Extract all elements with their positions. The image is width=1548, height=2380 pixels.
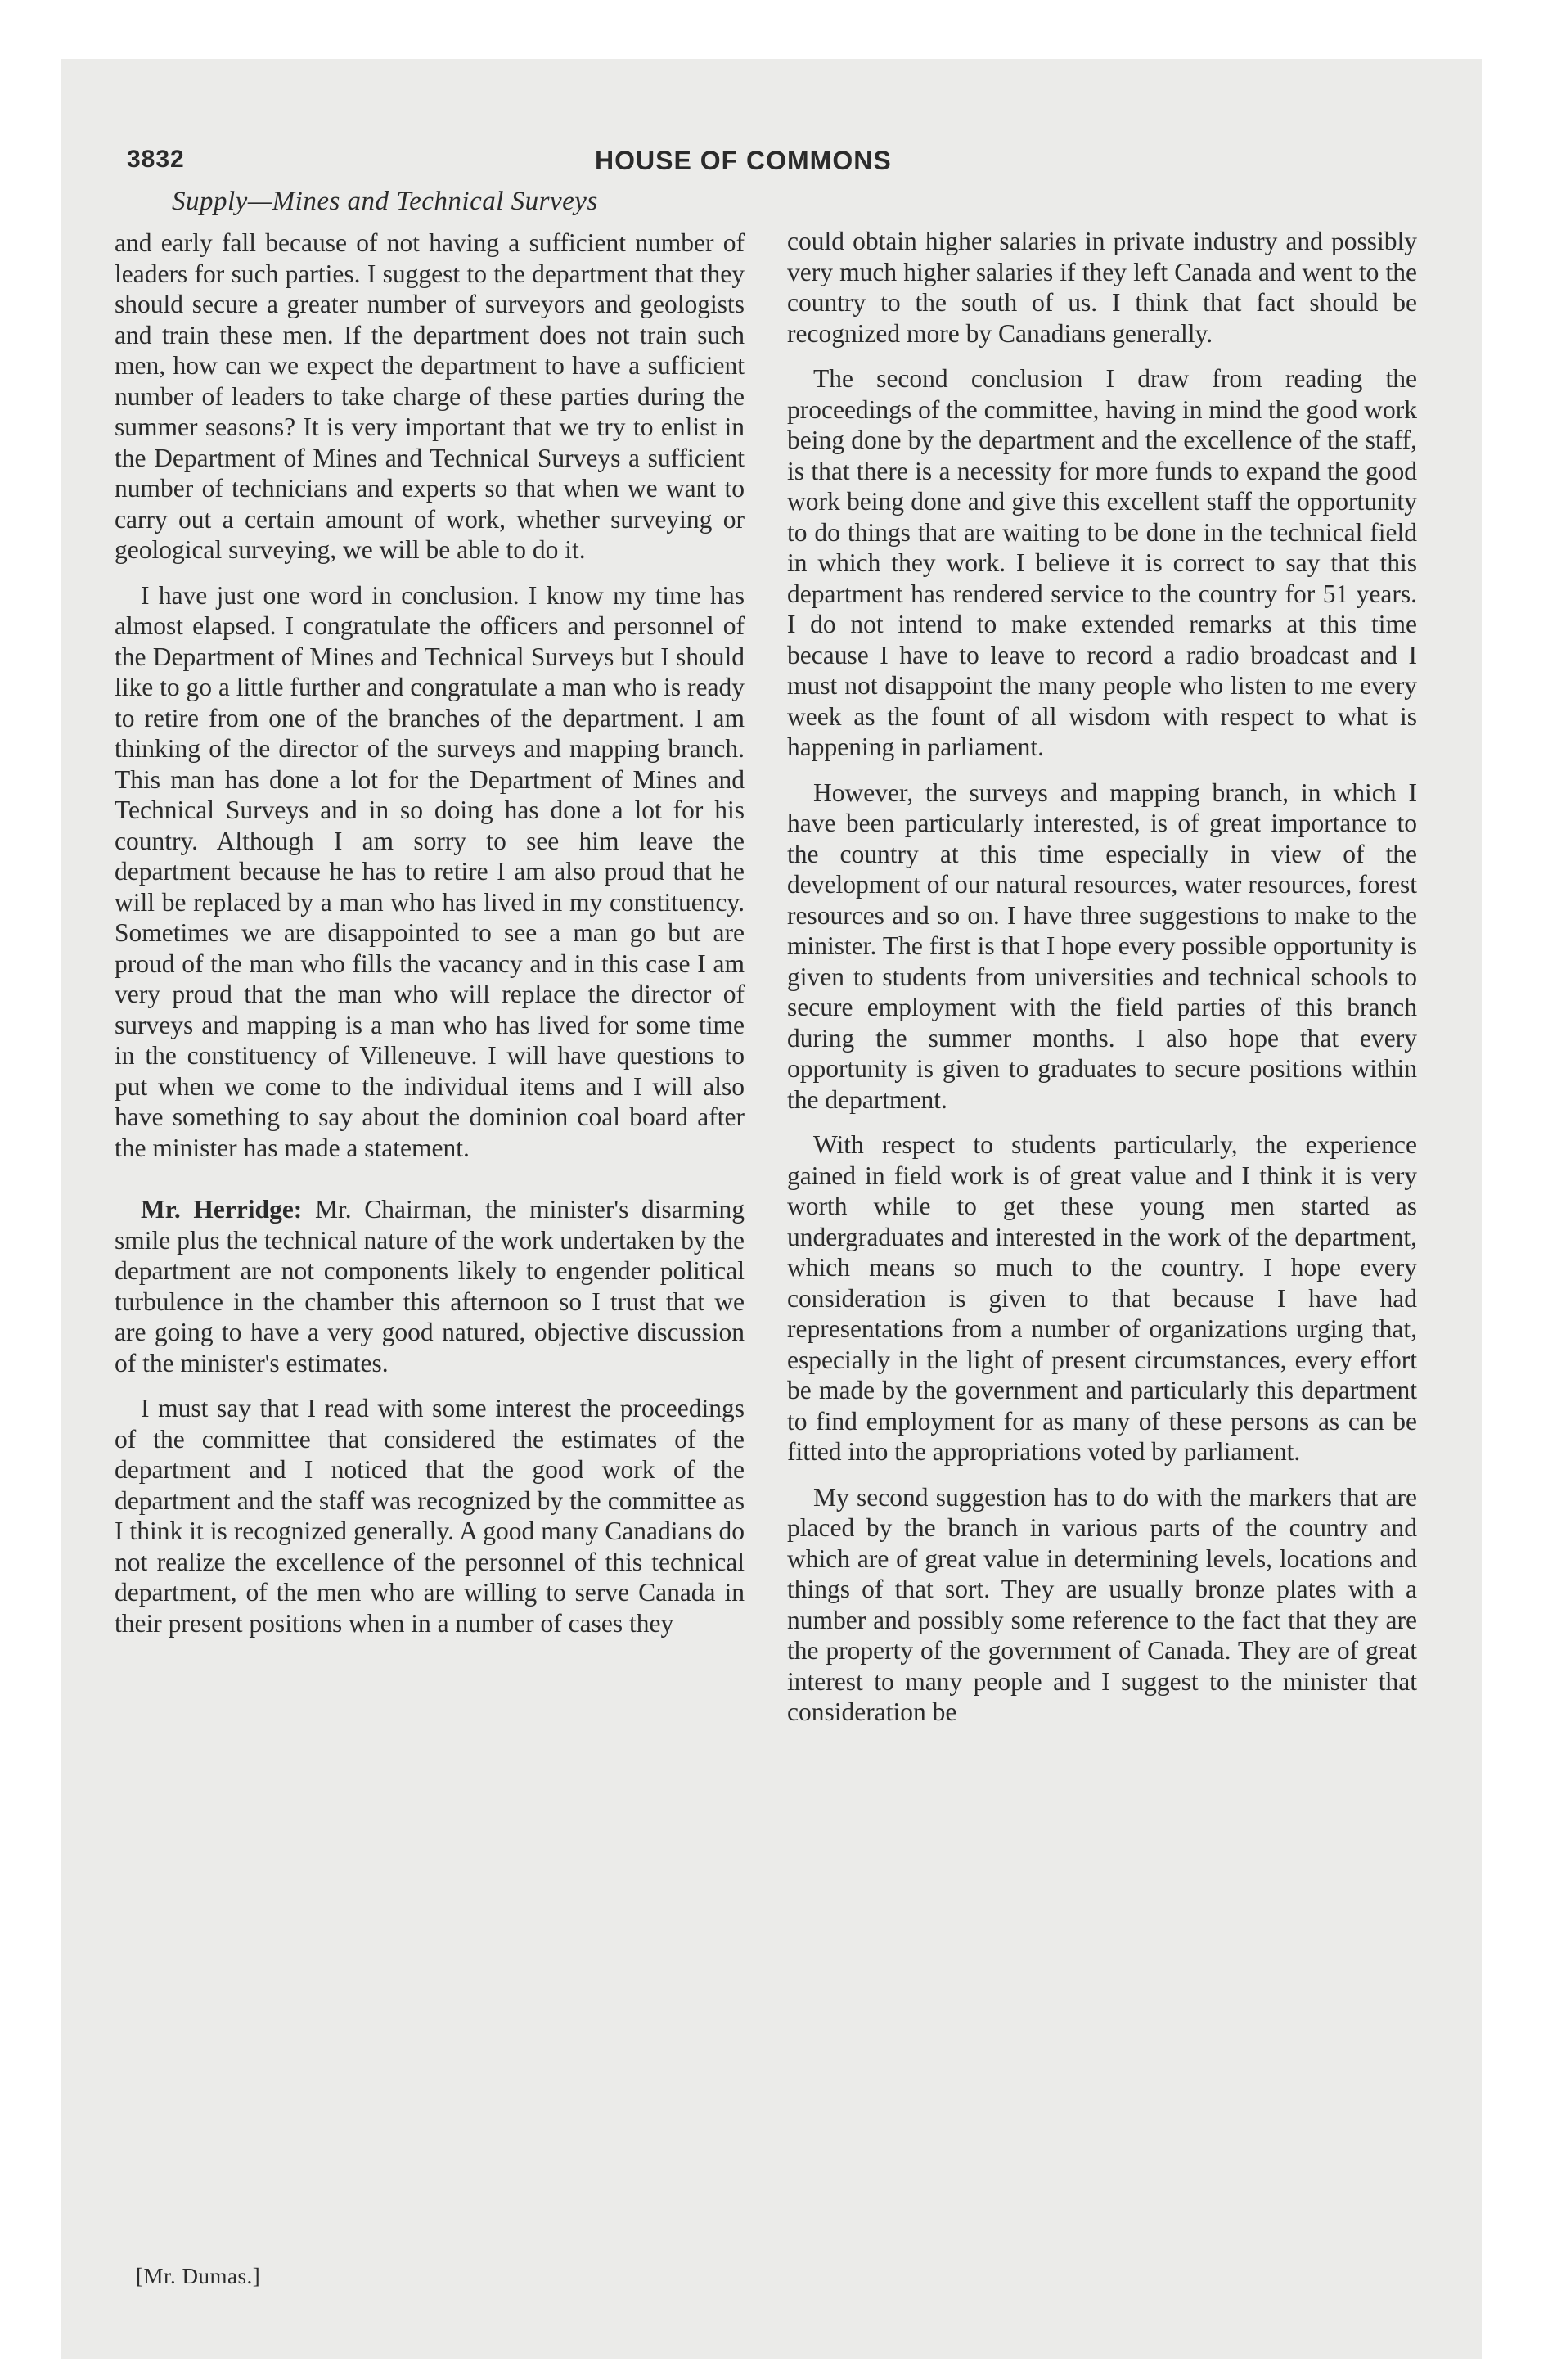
page-header [127,146,1446,187]
speaker-name: Mr. Herridge: [141,1195,303,1224]
paragraph: With respect to students particularly, the experience gained in field work is of great value and I think it is very worth while to get these young men started as undergraduates and interested in the work of the department, which means so much to the country. I hope every consideration is given to that because I have had representations from a number of organizations urging that, especially in the light of present circumstances, every effort be made by the government and particularly this department to find employment for as many of these persons as can be fitted into the appropriations voted by parliament. [787,1130,1417,1466]
paragraph: However, the surveys and mapping branch, in which I have been particularly interested, is of great importance to the country at this time especially in view of the development of our natural resources, water resources, forest resources and so on. I have three suggestions to make to the minister. The first is that I hope every possible opportunity is given to students from universities and technical schools to secure employment with the field parties of this branch during the summer months. I also hope that every opportunity is given to graduates to secure positions within the department. [787,778,1417,1114]
speech-text: Mr. Chairman, the minister's disarming smile plus the technical nature of the work undertaken by the department are not components likely to engender political turbulence in the chamber this afternoon so I trust that we are going to have a very good natured, objective discussion of the minister's estimates. [115,1195,745,1377]
paragraph: and early fall because of not having a sufficient number of leaders for such parties. I suggest to the department that they should secure a greater number of surveyors and geologists and train these men. If the department does not train such men, how can we expect the department to have a sufficient number of leaders to take charge of these parties during the summer seasons? It is very important that we try to enlist in the Department of Mines and Technical Surveys a sufficient number of technicians and experts so that when we want to carry out a certain amount of work, whether surveying or geological surveying, we will be able to do it. [115,228,745,564]
paragraph: My second suggestion has to do with the markers that are placed by the branch in various parts of the country and which are of great value in determining levels, locations and things of that sort. They are usually bronze plates with a number and possibly some reference to the fact that they are the property of the government of Canada. They are of great interest to many people and I suggest to the minister that consideration be [787,1482,1417,1726]
left-column [115,228,745,1639]
page-number: 3832 [127,146,185,173]
section-subtitle: Supply—Mines and Technical Surveys [172,187,598,216]
paragraph: could obtain higher salaries in private industry and possibly very much higher salaries if they left Canada and went to the country to the south of us. I think that fact should be recognized more by Canadians generally. [787,227,1417,348]
paragraph: I must say that I read with some interest the proceedings of the committee that considered the estimates of the department and I noticed that the good work of the department and the staff was recognized by the committee as I think it is recognized generally. A good many Canadians do not realize the excellence of the personnel of this technical department, of the men who are willing to serve Canada in their present positions when in a number of cases they [115,1394,745,1638]
page-title: HOUSE OF COMMONS [595,146,892,175]
paragraph: I have just one word in conclusion. I know my time has almost elapsed. I congratulate the officers and personnel of the Department of Mines and Technical Surveys but I should like to go a little further and congratulate a man who is ready to retire from one of the branches of the department. I am thinking of the director of the surveys and mapping branch. This man has done a lot for the Department of Mines and Technical Surveys and in so doing has done a lot for his country. Although I am sorry to see him leave the department because he has to retire I am also proud that he will be replaced by a man who has lived in my constituency. Sometimes we are disappointed to see a man go but are proud of the man who fills the vacancy and in this case I am very proud that the man who will replace the director of surveys and mapping is a man who has lived for some time in the constituency of Villeneuve. I will have questions to put when we come to the individual items and I will also have something to say about the dominion coal board after the minister has made a statement. [115,580,745,1162]
right-column [787,226,1417,1728]
paragraph: The second conclusion I draw from reading the proceedings of the committee, having in mind the good work being done by the department and the excellence of the staff, is that there is a necessity for more funds to expand the good work being done and give this excellent staff the opportunity to do things that are waiting to be done in the technical field in which they work. I believe it is correct to say that this department has rendered service to the country for 51 years. I do not intend to make extended remarks at this time because I have to leave to record a radio broadcast and I must not disappoint the many people who listen to me every week as the fount of all wisdom with respect to what is happening in parliament. [787,364,1417,761]
speaker-attribution: [Mr. Dumas.] [136,2264,261,2288]
speaker-paragraph [115,1194,745,1378]
